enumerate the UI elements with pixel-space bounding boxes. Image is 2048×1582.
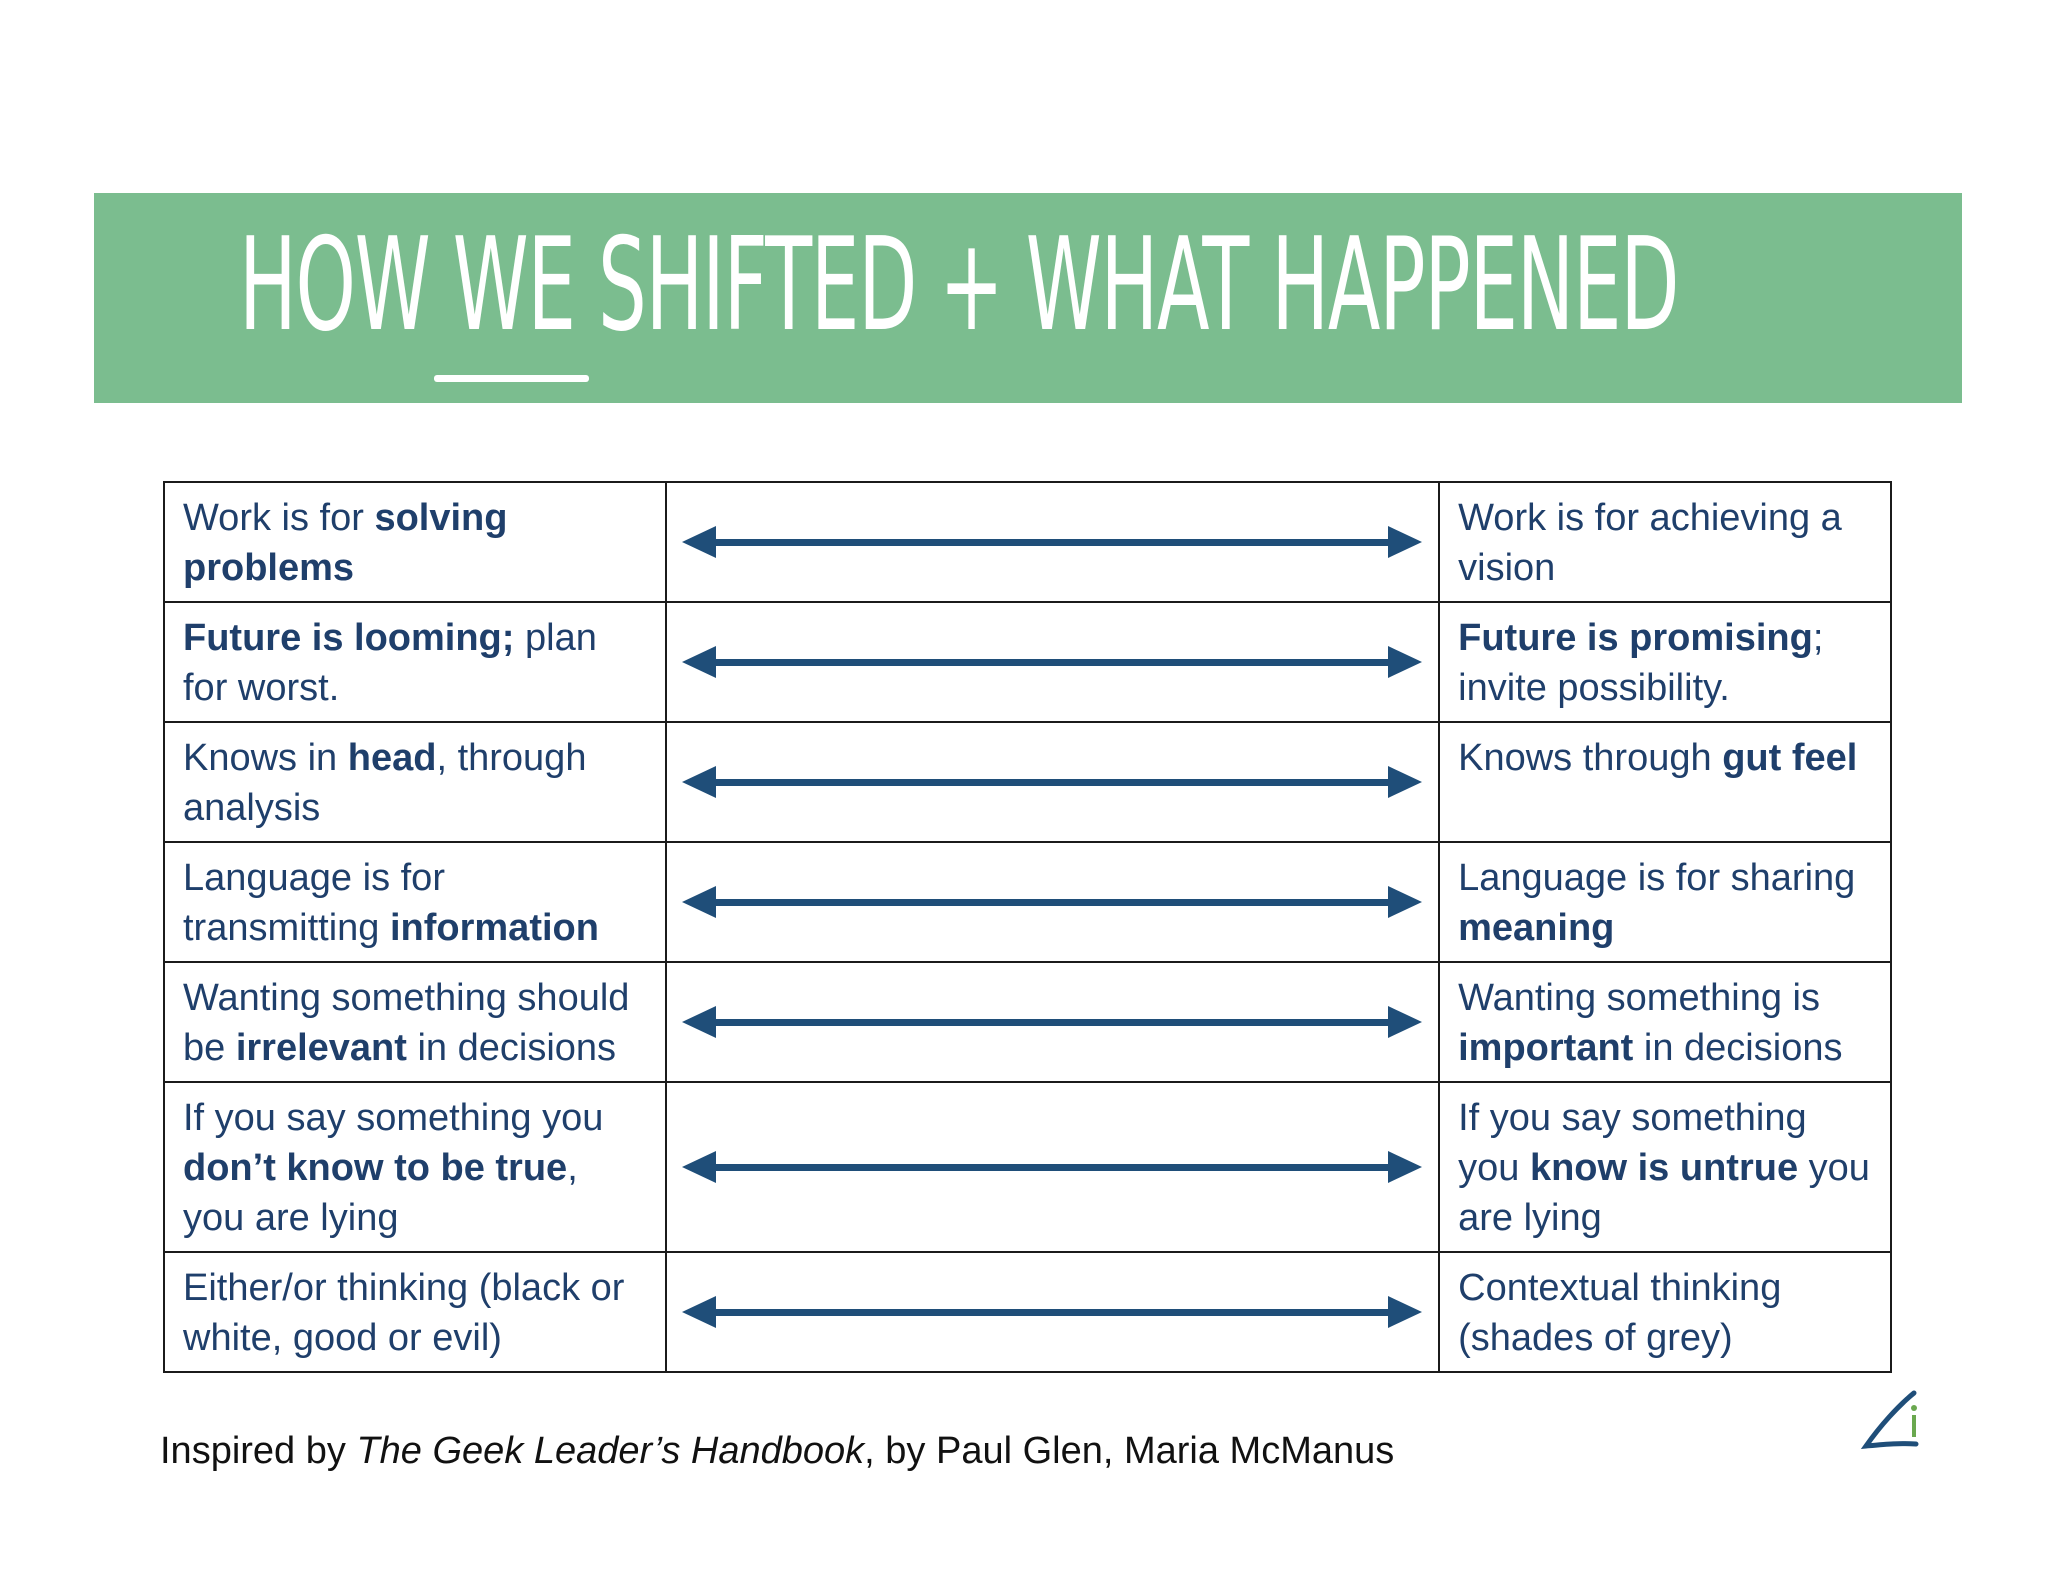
left-cell <box>164 482 666 602</box>
arrow-cell <box>666 602 1439 722</box>
emphasis-text: information <box>389 907 599 949</box>
right-cell <box>1439 722 1891 842</box>
table-row <box>164 1252 1891 1372</box>
plain-text: you are lying <box>1458 1147 1870 1239</box>
right-text <box>1458 1263 1872 1363</box>
left-cell <box>164 722 666 842</box>
left-text <box>183 493 647 593</box>
table-row <box>164 482 1891 602</box>
arrow-cell <box>666 962 1439 1082</box>
plain-text: Knows through <box>1458 737 1723 779</box>
emphasis-text: know is untrue <box>1529 1147 1799 1189</box>
double-arrow-icon <box>682 762 1422 802</box>
plain-text: Work is for achieving a vision <box>1458 497 1842 589</box>
plain-text: , through analysis <box>183 737 587 829</box>
plain-text: ; invite possibility. <box>1458 617 1824 709</box>
left-text <box>183 1263 647 1363</box>
left-cell <box>164 602 666 722</box>
double-arrow-icon <box>682 1002 1422 1042</box>
emphasis-text: solving problems <box>183 497 508 589</box>
double-arrow-icon <box>682 522 1422 562</box>
left-text <box>183 733 647 833</box>
table-row <box>164 1082 1891 1252</box>
double-arrow-icon <box>682 1147 1422 1187</box>
double-arrow-icon <box>682 882 1422 922</box>
table-row <box>164 602 1891 722</box>
arrow-cell <box>666 1252 1439 1372</box>
left-text <box>183 1093 647 1243</box>
left-text <box>183 613 647 713</box>
right-cell <box>1439 1252 1891 1372</box>
plain-text: Language is for transmitting <box>183 857 445 949</box>
arrow-cell <box>666 482 1439 602</box>
plain-text: Language is for sharing <box>1458 857 1856 899</box>
book-title: The Geek Leader’s Handbook <box>356 1430 865 1472</box>
table-row <box>164 842 1891 962</box>
emphasis-text: don’t know to be true <box>183 1147 568 1189</box>
plain-text: Contextual thinking (shades of grey) <box>1458 1267 1782 1359</box>
li-logo-icon <box>1858 1388 1928 1458</box>
left-cell <box>164 1252 666 1372</box>
plain-text: Work is for <box>183 497 375 539</box>
right-cell <box>1439 842 1891 962</box>
plain-text: Knows in <box>183 737 348 779</box>
left-cell <box>164 1082 666 1252</box>
plain-text: Either/or thinking (black or white, good or evil) <box>183 1267 625 1359</box>
left-text <box>183 853 647 953</box>
emphasis-text: meaning <box>1458 907 1615 949</box>
emphasis-text: irrelevant <box>235 1027 407 1069</box>
plain-text: in decisions <box>1633 1027 1843 1069</box>
right-text <box>1458 733 1872 783</box>
page-title: HOW WE SHIFTED + WHAT HAPPENED <box>239 211 1679 360</box>
right-text <box>1458 493 1872 593</box>
plain-text: , you are lying <box>183 1147 578 1239</box>
emphasis-text: important <box>1458 1027 1634 1069</box>
plain-text: If you say something you <box>1458 1097 1807 1189</box>
arrow-cell <box>666 722 1439 842</box>
arrow-cell <box>666 842 1439 962</box>
right-text <box>1458 973 1872 1073</box>
emphasis-text: Future is promising <box>1458 617 1813 659</box>
credit-line <box>160 1430 1394 1473</box>
plain-text: in decisions <box>406 1027 617 1069</box>
right-text <box>1458 1093 1872 1243</box>
left-text <box>183 973 647 1073</box>
plain-text: If you say something you <box>183 1097 604 1139</box>
left-cell <box>164 842 666 962</box>
emphasis-text: head <box>347 737 437 779</box>
arrow-cell <box>666 1082 1439 1252</box>
plain-text: plan for worst. <box>183 617 597 709</box>
right-text <box>1458 853 1872 953</box>
credit-prefix: Inspired by <box>160 1430 357 1472</box>
plain-text: Wanting something is <box>1458 977 1820 1019</box>
right-cell <box>1439 1082 1891 1252</box>
table-row <box>164 722 1891 842</box>
right-cell <box>1439 602 1891 722</box>
right-cell <box>1439 962 1891 1082</box>
credit-suffix: , by Paul Glen, Maria McManus <box>864 1430 1395 1472</box>
left-cell <box>164 962 666 1082</box>
double-arrow-icon <box>682 1292 1422 1332</box>
right-cell <box>1439 482 1891 602</box>
emphasis-text: gut feel <box>1722 737 1858 779</box>
title-underline <box>434 375 589 382</box>
right-text <box>1458 613 1872 713</box>
shift-comparison-table <box>163 481 1892 1373</box>
table-row <box>164 962 1891 1082</box>
emphasis-text: Future is looming; <box>183 617 515 659</box>
double-arrow-icon <box>682 642 1422 682</box>
plain-text: Wanting something should be <box>183 977 630 1069</box>
title-banner <box>94 193 1962 403</box>
